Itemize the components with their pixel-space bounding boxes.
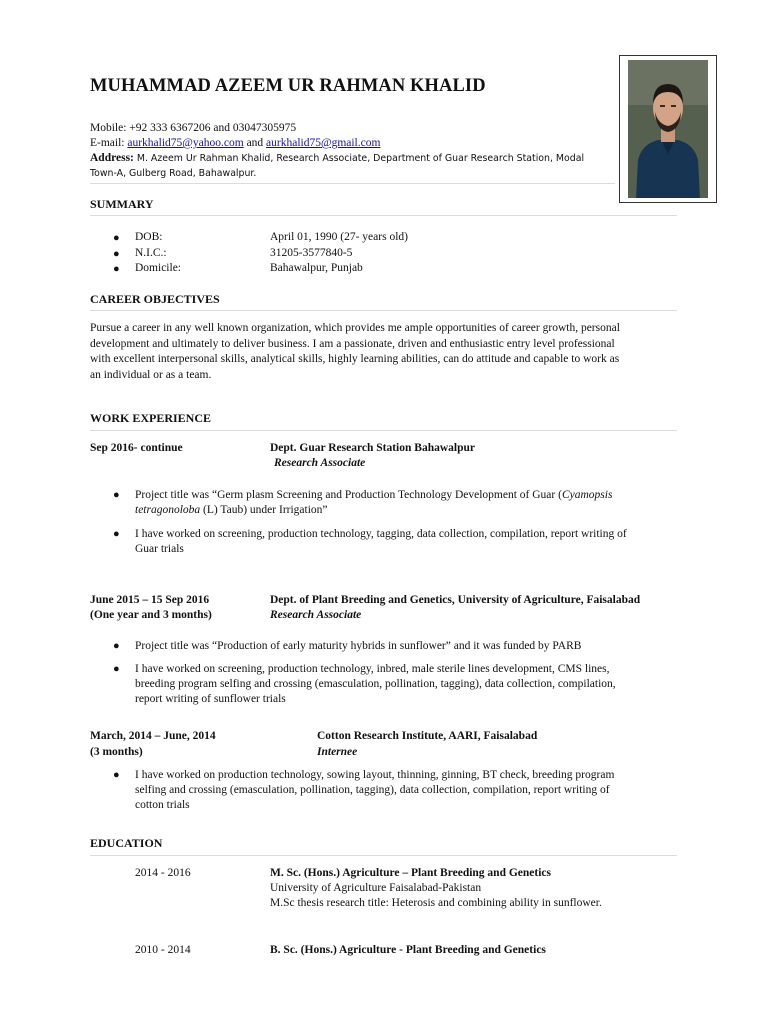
job2-date: June 2015 – 15 Sep 2016: [90, 594, 210, 606]
education-divider: [90, 855, 677, 856]
job1-bullet-1: [135, 488, 677, 518]
job1-duty-line: I have worked on screening, production technology, tagging, data collection, compilation, report writing of: [135, 528, 627, 540]
summary-value-domicile: Bahawalpur, Punjab: [270, 262, 363, 274]
address-label: Address:: [90, 152, 134, 164]
job3-bullet-1: [135, 768, 677, 813]
summary-label-domicile: Domicile:: [135, 262, 181, 274]
objectives-line: with excellent interpersonal skills, analytical skills, highly learning abilities, can do attitude and capable to work as: [90, 353, 620, 365]
profile-photo-frame: [619, 55, 717, 203]
bullet-icon: ●: [113, 489, 120, 501]
job1-project-text: Project title was “Germ plasm Screening and Production Technology Development of Guar (: [135, 489, 562, 501]
summary-label-nic: N.I.C.:: [135, 247, 167, 259]
ed2-degree: B. Sc. (Hons.) Agriculture - Plant Breeding and Genetics: [270, 944, 546, 956]
bullet-icon: ●: [113, 263, 120, 275]
bullet-icon: ●: [113, 232, 120, 244]
objectives-line: an individual or as a team.: [90, 368, 212, 381]
summary-value-nic: 31205-3577840-5: [270, 247, 353, 259]
summary-value-dob: April 01, 1990 (27- years old): [270, 231, 408, 243]
job1-bullet-2: [135, 527, 677, 557]
summary-label-dob: DOB:: [135, 231, 163, 243]
objectives-divider: [90, 310, 677, 311]
address-text-1: M. Azeem Ur Rahman Khalid, Research Associate, Department of Guar Research Station, Modal: [133, 153, 585, 164]
profile-photo-image: [628, 60, 708, 198]
job3-date: March, 2014 – June, 2014: [90, 730, 216, 742]
job2-duration: (One year and 3 months): [90, 609, 212, 621]
bullet-icon: ●: [113, 528, 120, 540]
education-heading: EDUCATION: [90, 836, 163, 850]
summary-heading: SUMMARY: [90, 197, 154, 211]
job1-project-text-end: (L) Taub) under Irrigation”: [200, 504, 328, 516]
bullet-icon: ●: [113, 248, 120, 260]
email-label: E-mail:: [90, 137, 128, 149]
job2-bullet-2: [135, 662, 677, 707]
ed1-thesis: M.Sc thesis research title: Heterosis and combining ability in sunflower.: [270, 897, 602, 909]
job1-date: Sep 2016- continue: [90, 442, 183, 454]
job1-organization: Dept. Guar Research Station Bahawalpur: [270, 442, 475, 454]
job3-organization: Cotton Research Institute, AARI, Faisalabad: [317, 730, 538, 742]
mobile-line: Mobile: +92 333 6367206 and 03047305975: [90, 122, 297, 134]
objectives-heading: CAREER OBJECTIVES: [90, 292, 220, 306]
email-and: and: [243, 137, 267, 149]
job2-duty-line: I have worked on screening, production technology, inbred, male sterile lines development, CMS lines,: [135, 663, 610, 675]
bullet-icon: ●: [113, 640, 120, 652]
objectives-line: development and ultimately to deliver business. I am a passionate, driven and enthusiastic entry level professional: [90, 337, 615, 350]
bullet-icon: ●: [113, 663, 120, 675]
job3-duration: (3 months): [90, 746, 143, 758]
job3-duty-line: cotton trials: [135, 799, 190, 811]
job1-project-species-2: tetragonoloba: [135, 504, 201, 516]
ed1-university: University of Agriculture Faisalabad-Pakistan: [270, 882, 482, 894]
email-link-yahoo[interactable]: aurkhalid75@yahoo.com: [127, 137, 244, 149]
ed1-years: 2014 - 2016: [135, 867, 191, 879]
summary-divider: [90, 215, 677, 216]
job3-duty-line: I have worked on production technology, sowing layout, thinning, ginning, BT check, breeding program: [135, 769, 615, 781]
job1-project-species: Cyamopsis: [561, 489, 613, 501]
objectives-line: Pursue a career in any well known organization, which provides me ample opportunities of career growth, personal: [90, 322, 620, 334]
email-link-gmail[interactable]: aurkhalid75@gmail.com: [266, 137, 381, 149]
work-heading: WORK EXPERIENCE: [90, 411, 212, 425]
profile-photo: [628, 60, 708, 198]
job1-duty-line: Guar trials: [135, 543, 184, 555]
address-line-1: [90, 152, 584, 164]
job2-role: Research Associate: [270, 609, 362, 621]
objectives-paragraph: [90, 321, 677, 383]
job2-bullet-1: Project title was “Production of early maturity hybrids in sunflower” and it was funded by PARB: [135, 640, 582, 652]
ed2-years: 2010 - 2014: [135, 944, 191, 956]
email-line: [90, 137, 380, 149]
bullet-icon: ●: [113, 769, 120, 781]
job2-duty-line: report writing of sunflower trials: [135, 693, 286, 705]
job1-role: Research Associate: [274, 457, 366, 469]
header-divider: [90, 183, 615, 184]
job2-duty-line: breeding program selfing and crossing (emasculation, pollination, tagging), data collection, compilation,: [135, 678, 616, 690]
job3-duty-line: selfing and crossing (emasculation, pollination, tagging), data collection, compilation, report writing of: [135, 784, 610, 796]
candidate-name: MUHAMMAD AZEEM UR RAHMAN KHALID: [90, 76, 486, 96]
address-text-2: Town-A, Gulberg Road, Bahawalpur.: [90, 168, 257, 179]
work-divider: [90, 430, 677, 431]
job3-role: Internee: [317, 746, 358, 758]
job2-organization: Dept. of Plant Breeding and Genetics, University of Agriculture, Faisalabad: [270, 594, 641, 606]
ed1-degree: M. Sc. (Hons.) Agriculture – Plant Breeding and Genetics: [270, 867, 551, 879]
